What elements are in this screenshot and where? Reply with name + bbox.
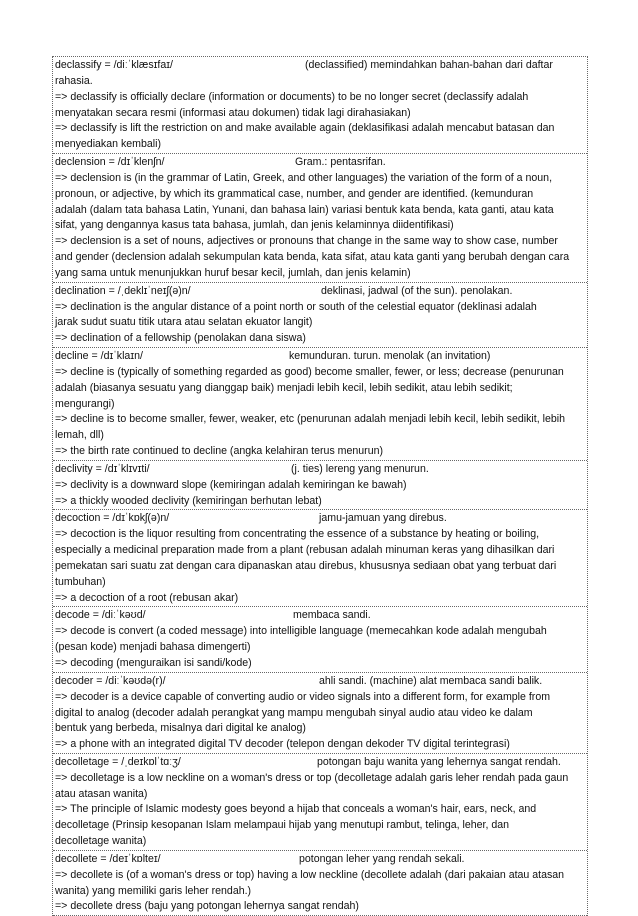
definition-line: menyediakan kembali) <box>55 138 161 151</box>
definition-line: => decollete is (of a woman's dress or top) having a low neckline (decollete adalah (dari pakaian atau atasan <box>55 868 565 881</box>
headword: decolletage = /ˌdeɪkɒlˈtɑːʒ/ <box>55 755 181 768</box>
entry-heading <box>55 607 585 624</box>
headword: declivity = /dɪˈklɪvɪti/ <box>55 462 150 475</box>
headword: declassify = /diːˈklæsɪfaɪ/ <box>55 59 173 71</box>
headword-meaning: ahli sandi. (machine) alat membaca sandi balik. <box>319 674 543 687</box>
headword: decline = /dɪˈklaɪn/ <box>55 349 143 362</box>
headword-meaning: jamu-jamuan yang direbus. <box>319 512 447 525</box>
entry-heading <box>55 851 585 868</box>
definition-line: => declination of a fellowship (penolakan dana siswa) <box>55 332 306 345</box>
headword-meaning: membaca sandi. <box>293 609 371 622</box>
headword: declination = /ˌdeklɪˈneɪʃ(ə)n/ <box>55 284 191 297</box>
definition-line: => decline is (typically of something regarded as good) become smaller, fewer, or less; decrease (penurunan <box>55 365 564 378</box>
dictionary-entry <box>53 607 587 672</box>
definition-line: => decode is convert (a coded message) into intelligible language (memecahkan kode adalah mengubah <box>55 625 547 638</box>
dictionary-entry <box>53 851 587 916</box>
headword-meaning: deklinasi, jadwal (of the sun). penolakan. <box>321 284 513 297</box>
definition-line: adalah (dalam tata bahasa Latin, Yunani, dan bahasa lain) variasi bentuk kata benda, kata ganti, atau kata <box>55 203 554 216</box>
headword: decollete = /deɪˈkɒlteɪ/ <box>55 852 161 865</box>
headword: decoction = /dɪˈkɒkʃ(ə)n/ <box>55 512 170 525</box>
definition-line: => declension is a set of nouns, adjectives or pronouns that change in the same way to show case, number <box>55 235 558 248</box>
headword-meaning: potongan baju wanita yang lehernya sangat rendah. <box>317 755 561 768</box>
headword-meaning: potongan leher yang rendah sekali. <box>299 852 465 865</box>
definition-line: lemah, dll) <box>55 429 104 442</box>
definition-line: => declassify is officially declare (information or documents) to be no longer secret (declassify adalah <box>55 90 529 103</box>
definition-line: => declination is the angular distance of a point north or south of the celestial equator (deklinasi adalah <box>55 300 537 313</box>
entry-heading <box>55 673 585 690</box>
definition-line: => a decoction of a root (rebusan akar) <box>55 591 239 604</box>
definition-line: => decoder is a device capable of converting audio or video signals into a different form, for example from <box>55 690 551 703</box>
definition-line: => decollete dress (baju yang potongan lehernya sangat rendah) <box>55 900 359 913</box>
definition-line: pemekatan sari suatu zat dengan cara dipanaskan atau direbus, khususnya sediaan obat yang terbuat dari <box>55 559 557 572</box>
definition-line: (pesan kode) menjadi bahasa dimengerti) <box>55 641 251 654</box>
definition-line: => decoction is the liquor resulting from concentrating the essence of a substance by heating or boiling, <box>55 528 540 541</box>
definition-line: => decolletage is a low neckline on a woman's dress or top (decolletage adalah garis leher rendah pada gaun <box>55 771 569 784</box>
dictionary-entry <box>53 348 587 461</box>
definition-line: jarak sudut suatu titik utara atau selatan ekuator langit) <box>55 316 313 329</box>
headword-meaning: (declassified) memindahkan bahan-bahan dari daftar <box>305 59 553 71</box>
dictionary-entry <box>53 673 587 754</box>
definition-line: mengurangi) <box>55 397 115 410</box>
dictionary-entry <box>53 510 587 607</box>
headword-meaning: kemunduran. turun. menolak (an invitation) <box>289 349 491 362</box>
definition-line: rahasia. <box>55 75 93 87</box>
headword-meaning: Gram.: pentasrifan. <box>295 155 386 168</box>
headword: decode = /diːˈkəʊd/ <box>55 609 146 622</box>
dictionary-entry <box>53 461 587 511</box>
headword-meaning: (j. ties) lereng yang menurun. <box>291 462 429 475</box>
definition-line: => declension is (in the grammar of Latin, Greek, and other languages) the variation of the form of a noun, <box>55 171 553 184</box>
definition-line: => The principle of Islamic modesty goes beyond a hijab that conceals a woman's hair, ears, neck, and <box>55 803 537 816</box>
definition-line: bentuk yang berbeda, misalnya dari digital ke analog) <box>55 722 306 735</box>
headword: decoder = /diːˈkəʊdə(r)/ <box>55 674 166 687</box>
headword: declension = /dɪˈklenʃn/ <box>55 155 165 168</box>
definition-line: decolletage wanita) <box>55 835 147 848</box>
entry-heading <box>55 461 585 478</box>
definition-line: digital to analog (decoder adalah perangkat yang mampu mengubah sinyal audio atau video ke dalam <box>55 706 533 719</box>
definition-line: => declivity is a downward slope (kemiringan adalah kemiringan ke bawah) <box>55 478 407 491</box>
definition-line: => decoding (menguraikan isi sandi/kode) <box>55 656 252 669</box>
definition-line: wanita) yang memiliki garis leher rendah.) <box>55 884 252 897</box>
definition-line: especially a medicinal preparation made from a plant (rebusan adalah minuman keras yang dihasilkan dari <box>55 544 555 557</box>
definition-line: yang sama untuk menunjukkan huruf besar kecil, jumlah, dan jenis kelamin) <box>55 266 411 279</box>
dictionary-entry <box>53 283 587 348</box>
dictionary-page <box>52 56 588 916</box>
entry-heading <box>55 348 585 365</box>
definition-line: and gender (declension adalah sekumpulan kata benda, kata sifat, atau kata ganti yang berubah dengan cara <box>55 250 570 263</box>
entry-heading <box>55 154 585 171</box>
dictionary-entry <box>53 154 587 283</box>
definition-line: => a thickly wooded declivity (kemiringan berhutan lebat) <box>55 494 322 507</box>
definition-line: atau atasan wanita) <box>55 787 148 800</box>
definition-line: menyatakan secara resmi (informasi atau dokumen) tidak lagi dirahasiakan) <box>55 106 411 119</box>
definition-line: => declassify is lift the restriction on and make available again (deklasifikasi adalah mencabut batasan dan <box>55 122 555 135</box>
definition-line: => a phone with an integrated digital TV decoder (telepon dengan dekoder TV digital terintegrasi) <box>55 738 510 751</box>
entry-heading <box>55 510 585 527</box>
definition-line: decolletage (Prinsip kesopanan Islam melampaui hijab yang menutupi rambut, telinga, leher, dan <box>55 819 510 832</box>
entry-heading <box>55 283 585 300</box>
definition-line: => the birth rate continued to decline (angka kelahiran terus menurun) <box>55 444 384 457</box>
dictionary-entry <box>53 57 587 154</box>
dictionary-entry <box>53 754 587 851</box>
definition-line: tumbuhan) <box>55 575 106 588</box>
definition-line: sifat, yang dengannya kasus tata bahasa, jumlah, dan jenis kelaminnya diidentifikasi) <box>55 219 454 232</box>
definition-line: pronoun, or adjective, by which its grammatical case, number, and gender are identified. (kemunduran <box>55 187 534 200</box>
entry-heading <box>55 754 585 771</box>
definition-line: adalah (biasanya sesuatu yang dianggap baik) menjadi lebih kecil, lebih sedikit, atau lebih sedikit; <box>55 381 513 394</box>
definition-line: => decline is to become smaller, fewer, weaker, etc (penurunan adalah menjadi lebih kecil, lebih sedikit, lebih <box>55 413 565 426</box>
entry-heading <box>55 57 585 74</box>
